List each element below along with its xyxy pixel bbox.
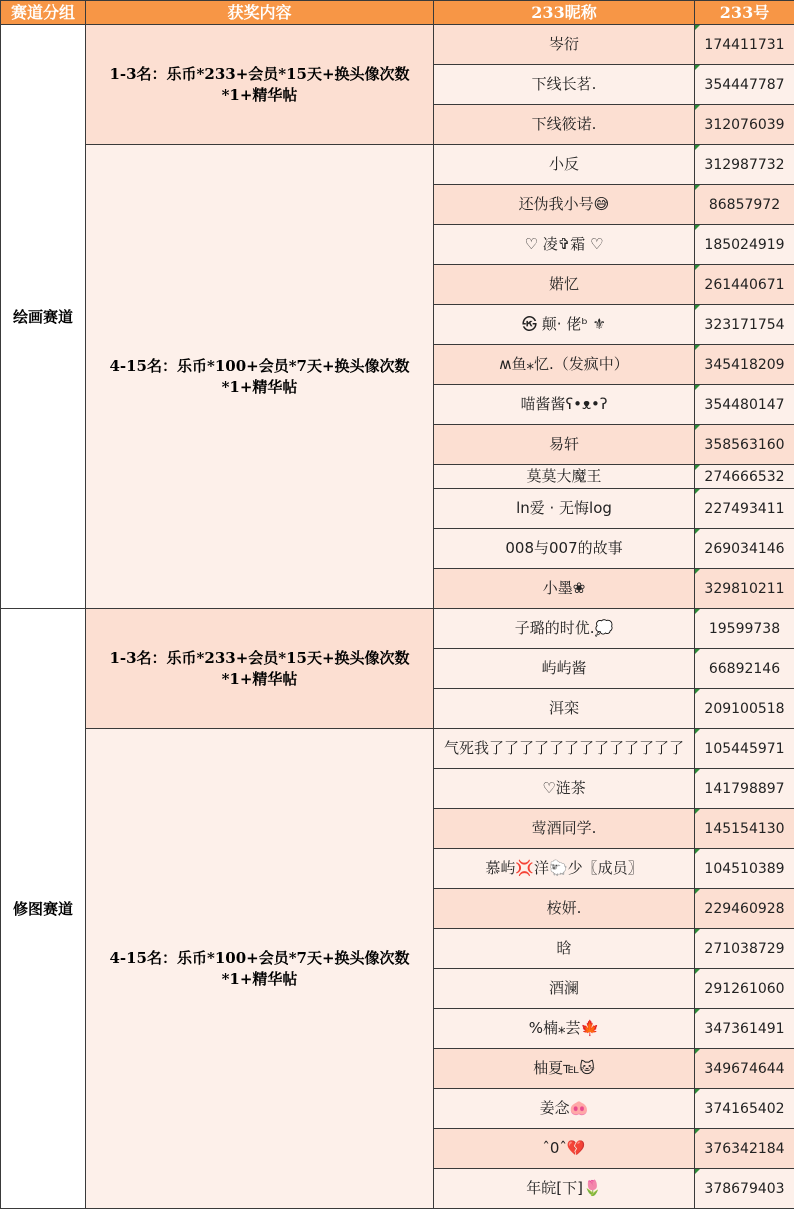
id-cell: 86857972: [695, 185, 794, 225]
nickname-cell: ㉿ 颠· 佬ᵇ ⚜: [434, 305, 695, 345]
id-cell: 354447787: [695, 65, 794, 105]
nickname-cell: 莺酒同学.: [434, 809, 695, 849]
nickname-cell: 酒澜: [434, 969, 695, 1009]
nickname-cell: ln爱 · 无悔log: [434, 489, 695, 529]
id-cell: 329810211: [695, 569, 794, 609]
table-row: [1, 25, 794, 65]
nickname-cell: 年皖[下]🌷: [434, 1169, 695, 1209]
nickname-cell: ˆ0ˆ💔: [434, 1129, 695, 1169]
id-cell: 376342184: [695, 1129, 794, 1169]
id-cell: 105445971: [695, 729, 794, 769]
header-row: [1, 1, 794, 25]
header-prize: 获奖内容: [86, 1, 434, 25]
nickname-cell: %楠⁎芸🍁: [434, 1009, 695, 1049]
nickname-cell: 易轩: [434, 425, 695, 465]
id-cell: 174411731: [695, 25, 794, 65]
nickname-cell: 洱栾: [434, 689, 695, 729]
id-cell: 378679403: [695, 1169, 794, 1209]
id-cell: 349674644: [695, 1049, 794, 1089]
nickname-cell: 008与007的故事: [434, 529, 695, 569]
id-cell: 312076039: [695, 105, 794, 145]
nickname-cell: 柚夏℡🐱: [434, 1049, 695, 1089]
nickname-cell: 婼忆: [434, 265, 695, 305]
id-cell: 66892146: [695, 649, 794, 689]
id-cell: 274666532: [695, 465, 794, 489]
table-row: [1, 729, 794, 769]
group-name: 修图赛道: [1, 609, 86, 1209]
table-row: [1, 145, 794, 185]
id-cell: 358563160: [695, 425, 794, 465]
id-cell: 312987732: [695, 145, 794, 185]
nickname-cell: 下线长茗.: [434, 65, 695, 105]
id-cell: 227493411: [695, 489, 794, 529]
nickname-cell: 姜念🐽: [434, 1089, 695, 1129]
awards-body: [1, 25, 794, 1209]
id-cell: 261440671: [695, 265, 794, 305]
id-cell: 291261060: [695, 969, 794, 1009]
id-cell: 345418209: [695, 345, 794, 385]
header-group: 赛道分组: [1, 1, 86, 25]
prize-description: 1-3名：乐币*233+会员*15天+换头像次数*1+精华帖: [86, 609, 434, 729]
nickname-cell: 小反: [434, 145, 695, 185]
id-cell: 323171754: [695, 305, 794, 345]
id-cell: 141798897: [695, 769, 794, 809]
nickname-cell: 莫莫大魔王: [434, 465, 695, 489]
nickname-cell: ♡ 凌✞霜 ♡: [434, 225, 695, 265]
nickname-cell: ♡涟茶: [434, 769, 695, 809]
id-cell: 19599738: [695, 609, 794, 649]
nickname-cell: 桉妍.: [434, 889, 695, 929]
id-cell: 145154130: [695, 809, 794, 849]
nickname-cell: 晗: [434, 929, 695, 969]
prize-description: 1-3名：乐币*233+会员*15天+换头像次数*1+精华帖: [86, 25, 434, 145]
table-row: [1, 609, 794, 649]
id-cell: 185024919: [695, 225, 794, 265]
nickname-cell: 下线筱诺.: [434, 105, 695, 145]
nickname-cell: 屿屿酱: [434, 649, 695, 689]
nickname-cell: 岑衍: [434, 25, 695, 65]
nickname-cell: 慕屿💢洋🐑少〖成员〗: [434, 849, 695, 889]
nickname-cell: 喵酱酱ʕ•ᴥ•ʔ: [434, 385, 695, 425]
nickname-cell: 气死我了了了了了了了了了了了了了: [434, 729, 695, 769]
id-cell: 209100518: [695, 689, 794, 729]
nickname-cell: 还伪我小号😅: [434, 185, 695, 225]
group-name: 绘画赛道: [1, 25, 86, 609]
nickname-cell: ʍ鱼⁎忆.（发疯中）: [434, 345, 695, 385]
prize-description: 4-15名：乐币*100+会员*7天+换头像次数*1+精华帖: [86, 729, 434, 1209]
id-cell: 229460928: [695, 889, 794, 929]
id-cell: 354480147: [695, 385, 794, 425]
id-cell: 347361491: [695, 1009, 794, 1049]
nickname-cell: 小墨❀: [434, 569, 695, 609]
header-id: 233号: [695, 1, 794, 25]
prize-description: 4-15名：乐币*100+会员*7天+换头像次数*1+精华帖: [86, 145, 434, 609]
header-nickname: 233昵称: [434, 1, 695, 25]
id-cell: 374165402: [695, 1089, 794, 1129]
id-cell: 269034146: [695, 529, 794, 569]
id-cell: 104510389: [695, 849, 794, 889]
nickname-cell: 子璐的时优.💭: [434, 609, 695, 649]
id-cell: 271038729: [695, 929, 794, 969]
